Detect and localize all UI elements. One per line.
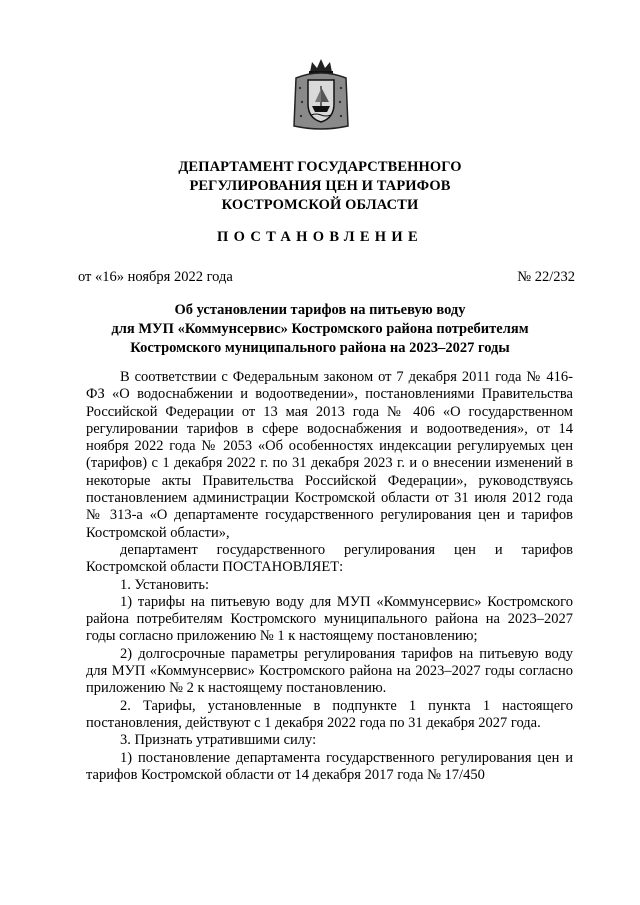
document-title-line: Костромского муниципального района на 2023–2027 годы xyxy=(130,340,510,356)
department-name-line: ДЕПАРТАМЕНТ ГОСУДАРСТВЕННОГО xyxy=(178,159,462,175)
body-paragraph: 3. Признать утратившими силу: xyxy=(120,732,317,749)
body-paragraph: департамент государственного регулирования цен и тарифов Костромской области ПОСТАНОВЛЯЕТ: xyxy=(86,541,573,576)
body-paragraph: 1. Установить: xyxy=(120,576,210,593)
kostroma-coat-of-arms-icon xyxy=(290,58,352,132)
document-body xyxy=(86,369,573,784)
department-name-line: РЕГУЛИРОВАНИЯ ЦЕН И ТАРИФОВ xyxy=(189,178,451,194)
body-paragraph: В соответствии с Федеральным законом от 7 декабря 2011 года № 416-ФЗ «О водоснабжении и водоотведении», постановлениями Правительства Российской Федерации от 13 мая 2013 года № 406 «О государственном регулировании тарифов в сфере водоснабжения и водоотведения», от 14 ноября 2022 года № 2053 «Об особенностях индексации регулируемых цен (тарифов) с 1 декабря 2022 г. по 31 декабря 2023 г. и о внесении изменений в некоторые акты Правительства Российской Федерации», руководствуясь постановлением администрации Костромской области от 31 июля 2012 года № 313-а «О департаменте государственного регулирования цен и тарифов Костромской области», xyxy=(86,369,573,541)
document-number: № 22/232 xyxy=(517,269,575,285)
body-paragraph: 1) тарифы на питьевую воду для МУП «Коммунсервис» Костромского района потребителям Костромского муниципального района на 2023–2027 годы согласно приложению № 1 к настоящему постановлению; xyxy=(86,593,573,645)
body-paragraph: 2. Тарифы, установленные в подпункте 1 пункта 1 настоящего постановления, действуют с 1 декабря 2022 года по 31 декабря 2027 года. xyxy=(86,697,573,731)
document-title-line: Об установлении тарифов на питьевую воду xyxy=(174,302,466,318)
document-title-line: для МУП «Коммунсервис» Костромского района потребителям xyxy=(111,321,529,337)
department-name-line: КОСТРОМСКОЙ ОБЛАСТИ xyxy=(221,197,419,213)
body-paragraph: 2) долгосрочные параметры регулирования тарифов на питьевую воду для МУП «Коммунсервис» Костромского района на 2023–2027 годы согласно приложению № 2 к настоящему постановлению. xyxy=(86,645,573,697)
document-title xyxy=(60,301,580,358)
document-type-heading: ПОСТАНОВЛЕНИЕ xyxy=(217,229,423,245)
date-number-row xyxy=(78,268,575,286)
body-paragraph: 1) постановление департамента государственного регулирования цен и тарифов Костромской области от 14 декабря 2017 года № 17/450 xyxy=(86,749,573,783)
department-name xyxy=(60,158,580,215)
document-date: от «16» ноября 2022 года xyxy=(78,269,233,285)
